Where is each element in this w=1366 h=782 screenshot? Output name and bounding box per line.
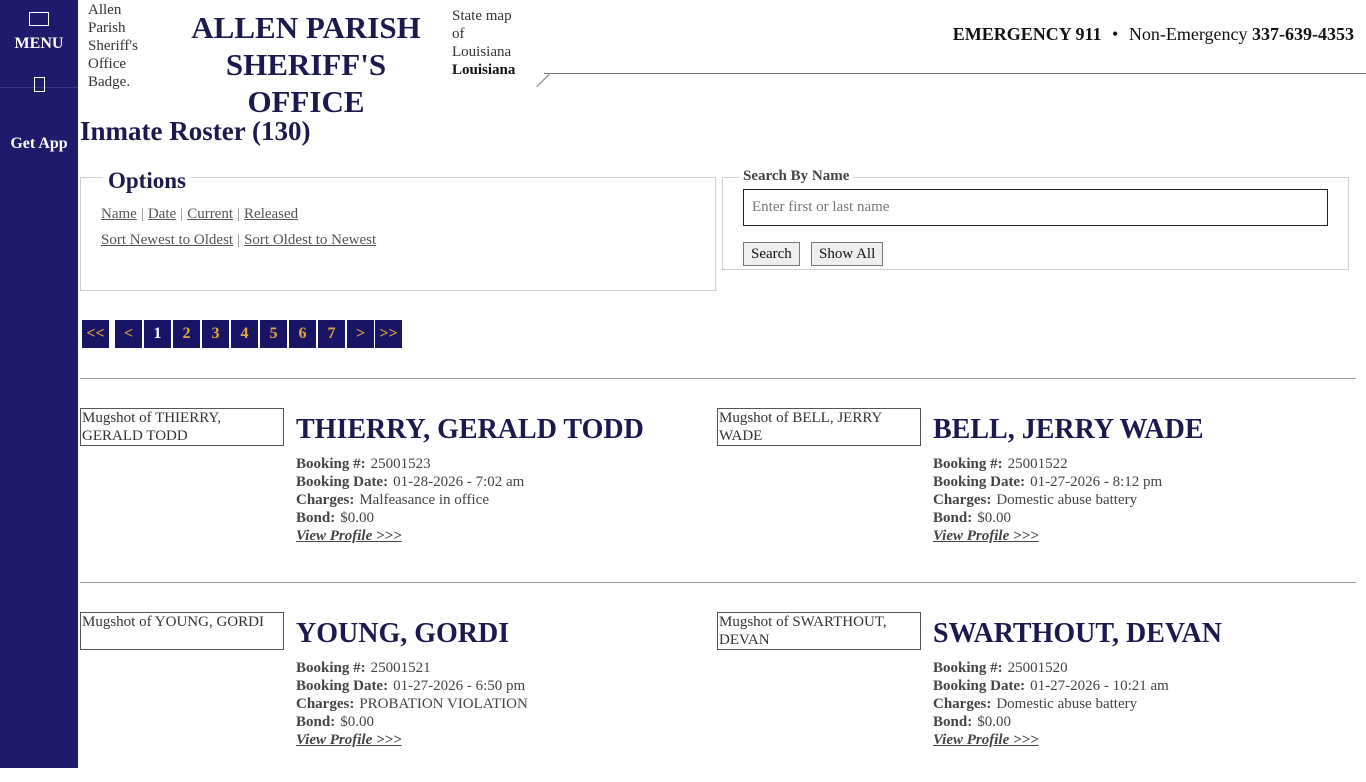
non-emergency-number[interactable]: 337-639-4353 <box>1252 24 1354 44</box>
sort-field-links <box>101 206 298 223</box>
field-value: $0.00 <box>340 714 374 730</box>
field-label: Bond: <box>296 510 336 526</box>
contact-numbers <box>953 24 1354 45</box>
view-profile-link[interactable]: View Profile >>> <box>933 732 1039 748</box>
page-7-button[interactable]: 7 <box>318 320 345 348</box>
link-separator: | <box>237 232 241 248</box>
field-value: 25001520 <box>1007 660 1068 676</box>
mugshot-image[interactable]: Mugshot of SWARTHOUT, DEVAN <box>717 612 921 650</box>
booking-number <box>296 660 431 677</box>
sort-by-date-link[interactable]: Date <box>147 206 177 222</box>
field-label: Booking Date: <box>296 678 389 694</box>
sort-by-name-link[interactable]: Name <box>101 206 137 222</box>
link-separator: | <box>237 206 241 222</box>
mugshot-image[interactable]: Mugshot of THIERRY, GERALD TODD <box>80 408 284 446</box>
inmate-card <box>717 408 1337 578</box>
page-2-button[interactable]: 2 <box>173 320 200 348</box>
show-all-button[interactable]: Show All <box>811 242 883 266</box>
search-input[interactable] <box>743 189 1328 226</box>
options-title: Options <box>103 168 191 194</box>
field-label: Booking Date: <box>933 474 1026 490</box>
map-alt-text: State map of Louisiana <box>452 8 512 60</box>
field-label: Booking #: <box>296 660 366 676</box>
site-title-line1: ALLEN PARISH <box>191 10 421 45</box>
field-value: 25001523 <box>370 456 431 472</box>
booking-date <box>296 474 524 491</box>
field-value: Malfeasance in office <box>359 492 489 508</box>
sort-order-links <box>101 232 376 249</box>
prev-page-button[interactable]: < <box>115 320 142 348</box>
page-title: Inmate Roster (130) <box>80 116 311 146</box>
site-title[interactable] <box>168 9 444 120</box>
phone-app-icon <box>0 76 78 97</box>
inmate-card <box>717 612 1337 782</box>
search-button[interactable]: Search <box>743 242 800 266</box>
menu-icon <box>29 12 49 26</box>
filter-current-link[interactable]: Current <box>187 206 234 222</box>
bond <box>296 714 374 731</box>
inmate-name[interactable]: YOUNG, GORDI <box>296 618 510 649</box>
inmate-card <box>80 612 700 782</box>
roster-divider <box>80 582 1356 583</box>
booking-number <box>933 456 1068 473</box>
bond <box>933 510 1011 527</box>
search-panel <box>722 168 1349 270</box>
bond <box>933 714 1011 731</box>
booking-number <box>933 660 1068 677</box>
next-page-button[interactable]: > <box>347 320 374 348</box>
field-label: Booking Date: <box>933 678 1026 694</box>
sort-newest-link[interactable]: Sort Newest to Oldest <box>101 232 234 248</box>
sheriff-badge-image[interactable]: Allen Parish Sheriff's Office Badge. <box>88 2 138 89</box>
header-divider <box>544 73 1366 74</box>
field-value: Domestic abuse battery <box>996 492 1138 508</box>
field-value: $0.00 <box>340 510 374 526</box>
field-label: Booking #: <box>296 456 366 472</box>
inmate-name[interactable]: SWARTHOUT, DEVAN <box>933 618 1222 649</box>
field-value: 01-27-2026 - 10:21 am <box>1030 678 1169 694</box>
header-divider-slant <box>536 74 549 87</box>
site-header <box>78 0 1366 119</box>
non-emergency-label: Non-Emergency <box>1128 24 1248 44</box>
first-page-button[interactable]: << <box>82 320 109 348</box>
booking-date <box>296 678 525 695</box>
options-panel <box>80 168 716 291</box>
link-separator: | <box>180 206 184 222</box>
page-3-button[interactable]: 3 <box>202 320 229 348</box>
field-value: 25001522 <box>1007 456 1068 472</box>
field-label: Booking #: <box>933 456 1003 472</box>
field-value: 25001521 <box>370 660 431 676</box>
field-value: $0.00 <box>977 714 1011 730</box>
inmate-card <box>80 408 700 578</box>
sidebar <box>0 0 78 768</box>
last-page-button[interactable]: >> <box>375 320 402 348</box>
field-value: Domestic abuse battery <box>996 696 1138 712</box>
contact-separator: • <box>1112 24 1119 44</box>
mugshot-image[interactable]: Mugshot of BELL, JERRY WADE <box>717 408 921 446</box>
field-label: Charges: <box>933 696 992 712</box>
charges <box>933 696 1137 713</box>
view-profile-link[interactable]: View Profile >>> <box>296 528 402 544</box>
louisiana-map-image <box>452 7 526 80</box>
emergency-number[interactable]: EMERGENCY 911 <box>952 24 1102 44</box>
page-1-button[interactable]: 1 <box>144 320 171 348</box>
field-value: $0.00 <box>977 510 1011 526</box>
page-6-button[interactable]: 6 <box>289 320 316 348</box>
charges <box>296 696 528 713</box>
mugshot-image[interactable]: Mugshot of YOUNG, GORDI <box>80 612 284 650</box>
sort-oldest-link[interactable]: Sort Oldest to Newest <box>244 232 377 248</box>
menu-button[interactable] <box>0 12 78 53</box>
field-value: 01-27-2026 - 6:50 pm <box>393 678 526 694</box>
field-label: Charges: <box>933 492 992 508</box>
view-profile-link[interactable]: View Profile >>> <box>933 528 1039 544</box>
field-label: Charges: <box>296 696 355 712</box>
roster-divider <box>80 378 1356 379</box>
booking-date <box>933 678 1169 695</box>
booking-number <box>296 456 431 473</box>
field-label: Bond: <box>296 714 336 730</box>
field-label: Booking Date: <box>296 474 389 490</box>
page-5-button[interactable]: 5 <box>260 320 287 348</box>
charges <box>296 492 489 509</box>
get-app-link[interactable]: Get App <box>10 135 68 152</box>
field-label: Bond: <box>933 510 973 526</box>
search-legend: Search By Name <box>739 168 853 185</box>
field-label: Charges: <box>296 492 355 508</box>
map-caption: Louisiana <box>452 62 516 78</box>
bond <box>296 510 374 527</box>
booking-date <box>933 474 1162 491</box>
field-value: 01-28-2026 - 7:02 am <box>393 474 525 490</box>
field-value: 01-27-2026 - 8:12 pm <box>1030 474 1163 490</box>
page-4-button[interactable]: 4 <box>231 320 258 348</box>
filter-released-link[interactable]: Released <box>244 206 299 222</box>
field-label: Booking #: <box>933 660 1003 676</box>
view-profile-link[interactable]: View Profile >>> <box>296 732 402 748</box>
inmate-name[interactable]: THIERRY, GERALD TODD <box>296 414 644 445</box>
inmate-name[interactable]: BELL, JERRY WADE <box>933 414 1204 445</box>
site-title-line2: SHERIFF'S OFFICE <box>225 47 387 119</box>
field-label: Bond: <box>933 714 973 730</box>
charges <box>933 492 1137 509</box>
menu-label: MENU <box>14 35 64 52</box>
field-value: PROBATION VIOLATION <box>359 696 528 712</box>
link-separator: | <box>140 206 144 222</box>
